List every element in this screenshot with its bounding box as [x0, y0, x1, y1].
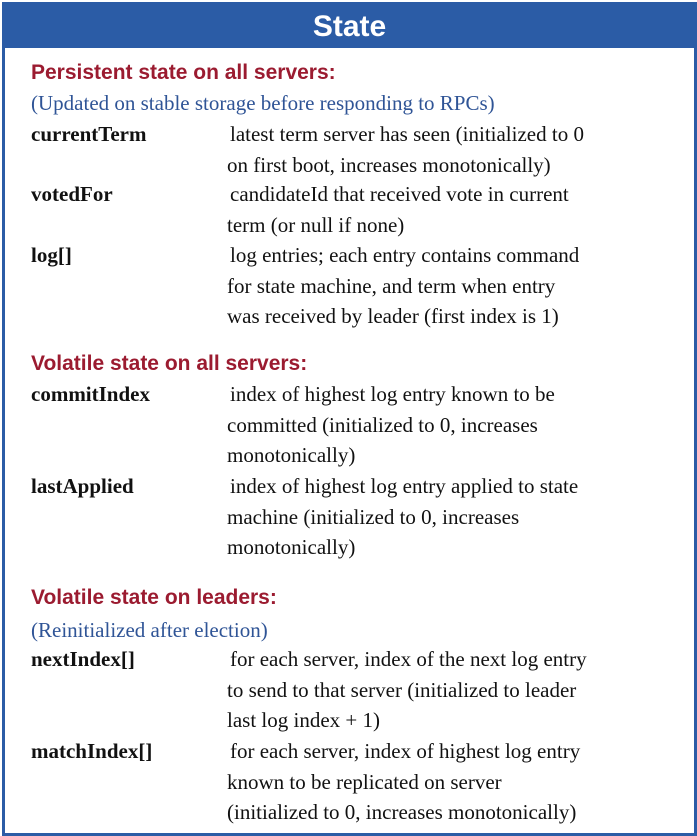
field-name-nextIndex: nextIndex[] [31, 647, 135, 671]
field-desc-lastApplied [227, 471, 682, 563]
desc-line: latest term server has seen (initialized to 0 [230, 122, 584, 146]
field-name-votedFor: votedFor [31, 182, 113, 206]
section-heading-persistent: Persistent state on all servers: [31, 61, 336, 84]
field-name-currentTerm: currentTerm [31, 122, 147, 146]
desc-line: index of highest log entry known to be [230, 382, 555, 406]
section-note-leaders: (Reinitialized after election) [31, 618, 268, 642]
desc-line: for each server, index of the next log entry [230, 647, 587, 671]
state-panel [2, 2, 697, 836]
field-name-lastApplied: lastApplied [31, 474, 134, 498]
desc-line: index of highest log entry applied to state [230, 474, 579, 498]
field-name-commitIndex: commitIndex [31, 382, 150, 406]
panel-title: State [5, 5, 694, 48]
desc-line: on first boot, increases monotonically) [227, 152, 551, 177]
field-desc-nextIndex [227, 644, 682, 736]
desc-line: machine (initialized to 0, increases [227, 504, 520, 529]
desc-line: monotonically) [227, 535, 356, 559]
desc-line: last log index + 1) [227, 708, 380, 732]
desc-line: committed (initialized to 0, increases [227, 412, 538, 437]
section-note-persistent: (Updated on stable storage before responding to RPCs) [31, 91, 495, 115]
desc-line: for state machine, and term when entry [227, 273, 556, 298]
desc-line: candidateId that received vote in current [230, 182, 569, 206]
desc-line: to send to that server (initialized to leader [227, 677, 577, 702]
section-heading-volatile-all: Volatile state on all servers: [31, 352, 308, 375]
desc-line: was received by leader (first index is 1) [227, 304, 559, 328]
desc-line: log entries; each entry contains command [230, 243, 580, 267]
desc-line: (initialized to 0, increases monotonically) [227, 800, 577, 824]
field-name-log: log[] [31, 243, 72, 267]
field-name-matchIndex: matchIndex[] [31, 739, 153, 763]
desc-line: known to be replicated on server [227, 769, 502, 794]
desc-line: term (or null if none) [227, 212, 405, 237]
field-desc-matchIndex [227, 736, 682, 828]
field-desc-commitIndex [227, 379, 682, 471]
field-desc-log [227, 240, 682, 332]
field-desc-currentTerm [227, 119, 682, 180]
desc-line: monotonically) [227, 443, 356, 467]
field-desc-votedFor [227, 179, 682, 240]
section-heading-volatile-leaders: Volatile state on leaders: [31, 586, 277, 609]
desc-line: for each server, index of highest log entry [230, 739, 581, 763]
